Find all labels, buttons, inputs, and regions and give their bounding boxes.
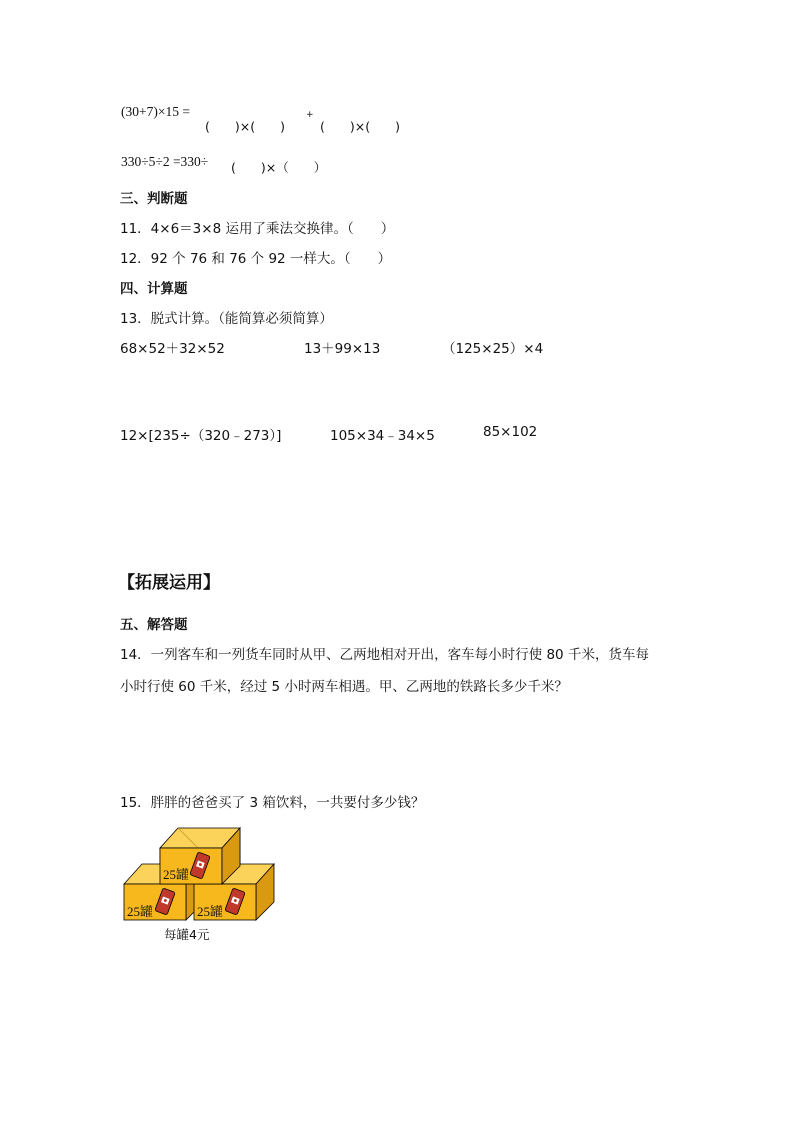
equation-2-blanks: ( )×（ ） xyxy=(231,160,327,175)
equation-1-blanks-2: ( )×( ) xyxy=(320,119,400,134)
section-4-title: 四、计算题 xyxy=(120,281,188,297)
box-label-bottom-left: 25罐 xyxy=(127,904,154,919)
section-3-title: 三、判断题 xyxy=(120,191,188,207)
box-label-top: 25罐 xyxy=(163,867,190,882)
equation-1-left: (30+7)×15 = xyxy=(121,104,190,119)
calc-row2-item3: 85×102 xyxy=(483,424,538,440)
question-12: 12．92 个 76 和 76 个 92 一样大。（ ） xyxy=(120,251,392,267)
equation-1-blanks: ( )×( ) xyxy=(205,119,285,134)
calc-row1-item3: （125×25）×4 xyxy=(442,341,544,357)
calc-row2-item1: 12×[235÷（320﹣273）] xyxy=(120,428,282,444)
question-14-line-1: 14．一列客车和一列货车同时从甲、乙两地相对开出，客车每小时行使 80 千米，货车每 xyxy=(120,647,649,663)
calc-row1-item1: 68×52＋32×52 xyxy=(120,341,225,357)
question-13: 13．脱式计算。（能简算必须简算） xyxy=(120,311,333,327)
box-label-bottom-right: 25罐 xyxy=(197,904,224,919)
question-14-line-2: 小时行使 60 千米，经过 5 小时两车相遇。甲、乙两地的铁路长多少千米？ xyxy=(120,679,568,695)
calc-row1-item2: 13＋99×13 xyxy=(304,341,381,357)
question-11: 11．4×6＝3×8 运用了乘法交换律。（ ） xyxy=(120,221,395,237)
question-15: 15．胖胖的爸爸买了 3 箱饮料，一共要付多少钱？ xyxy=(120,795,425,811)
equation-2-left: 330÷5÷2 =330÷ xyxy=(121,154,209,169)
section-5-title: 五、解答题 xyxy=(120,617,188,633)
equation-1-plus: + xyxy=(306,110,314,120)
extension-title: 【拓展运用】 xyxy=(118,573,220,593)
price-label: 每罐4元 xyxy=(164,927,210,942)
calc-row2-item2: 105×34﹣34×5 xyxy=(330,428,435,444)
